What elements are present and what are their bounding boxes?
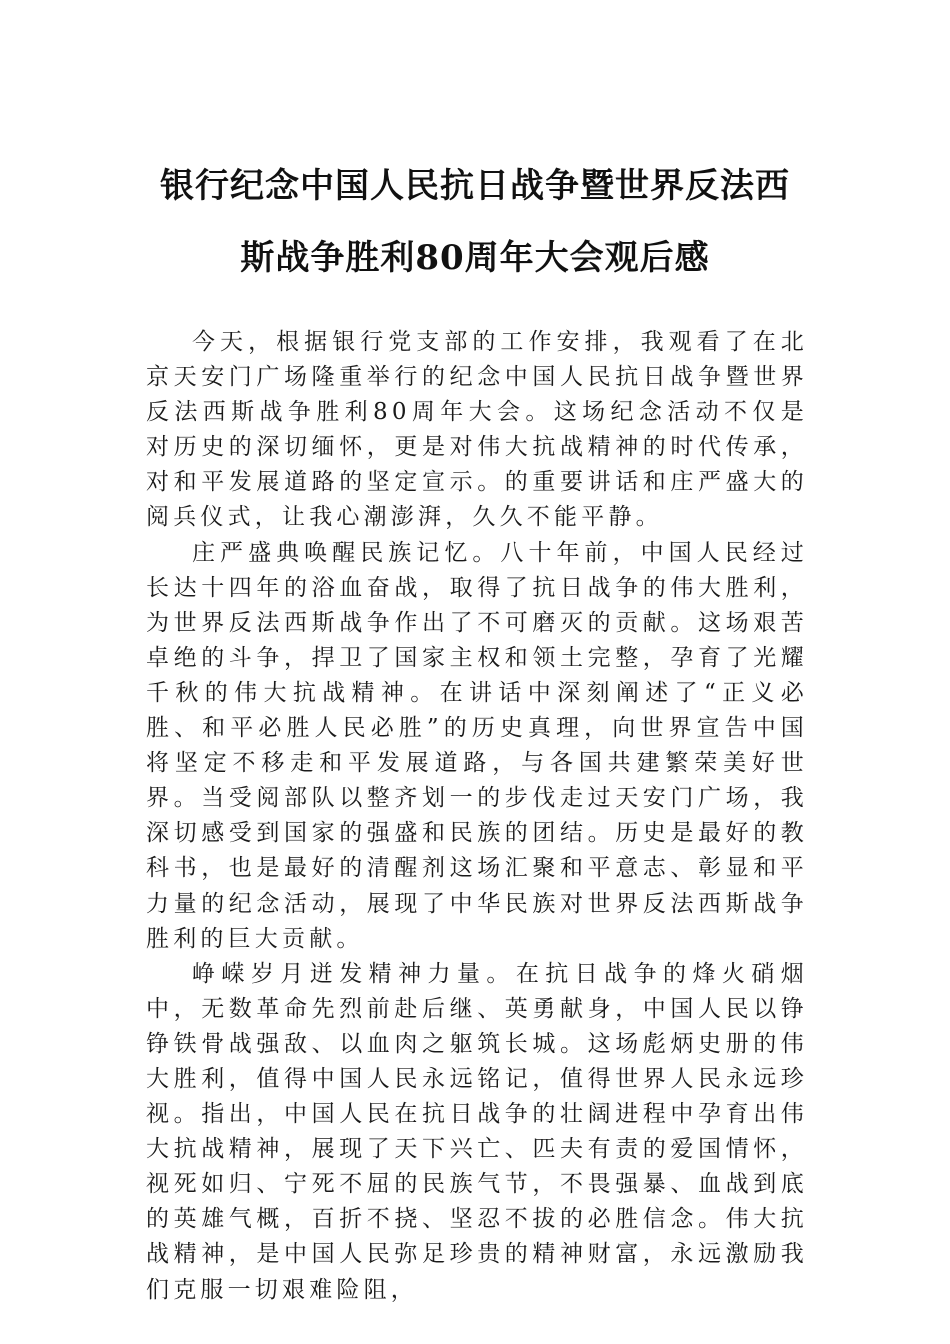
document-body	[146, 325, 808, 1308]
title-line-1: 银行纪念中国人民抗日战争暨世界反法西	[160, 166, 790, 206]
paragraph-1: 今天，根据银行党支部的工作安排，我观看了在北京天安门广场隆重举行的纪念中国人民抗日战争暨世界反法西斯战争胜利80周年大会。这场纪念活动不仅是对历史的深切缅怀，更是对伟大抗战精神的时代传承，对和平发展道路的坚定宣示。的重要讲话和庄严盛大的阅兵仪式，让我心潮澎湃，久久不能平静。	[146, 329, 808, 531]
paragraph-2: 庄严盛典唤醒民族记忆。八十年前，中国人民经过长达十四年的浴血奋战，取得了抗日战争的伟大胜利，为世界反法西斯战争作出了不可磨灭的贡献。这场艰苦卓绝的斗争，捍卫了国家主权和领土完整，孕育了光耀千秋的伟大抗战精神。在讲话中深刻阐述了“正义必胜、和平必胜人民必胜”的历史真理，向世界宣告中国将坚定不移走和平发展道路，与各国共建繁荣美好世界。当受阅部队以整齐划一的步伐走过天安门广场，我深切感受到国家的强盛和民族的团结。历史是最好的教科书，也是最好的清醒剂这场汇聚和平意志、彰显和平力量的纪念活动，展现了中华民族对世界反法西斯战争胜利的巨大贡献。	[146, 539, 808, 952]
paragraph-3: 峥嵘岁月迸发精神力量。在抗日战争的烽火硝烟中，无数革命先烈前赴后继、英勇献身，中国人民以铮铮铁骨战强敌、以血肉之躯筑长城。这场彪炳史册的伟大胜利，值得中国人民永远铭记，值得世界人民永远珍视。指出，中国人民在抗日战争的壮阔进程中孕育出伟大抗战精神，展现了天下兴亡、匹夫有责的爱国情怀，视死如归、宁死不屈的民族气节，不畏强暴、血战到底的英雄气概，百折不挠、坚忍不拔的必胜信念。伟大抗战精神，是中国人民弥足珍贵的精神财富，永远激励我们克服一切艰难险阻，	[146, 960, 808, 1303]
title-line-2: 斯战争胜利80周年大会观后感	[240, 238, 710, 278]
document-title	[100, 150, 850, 294]
